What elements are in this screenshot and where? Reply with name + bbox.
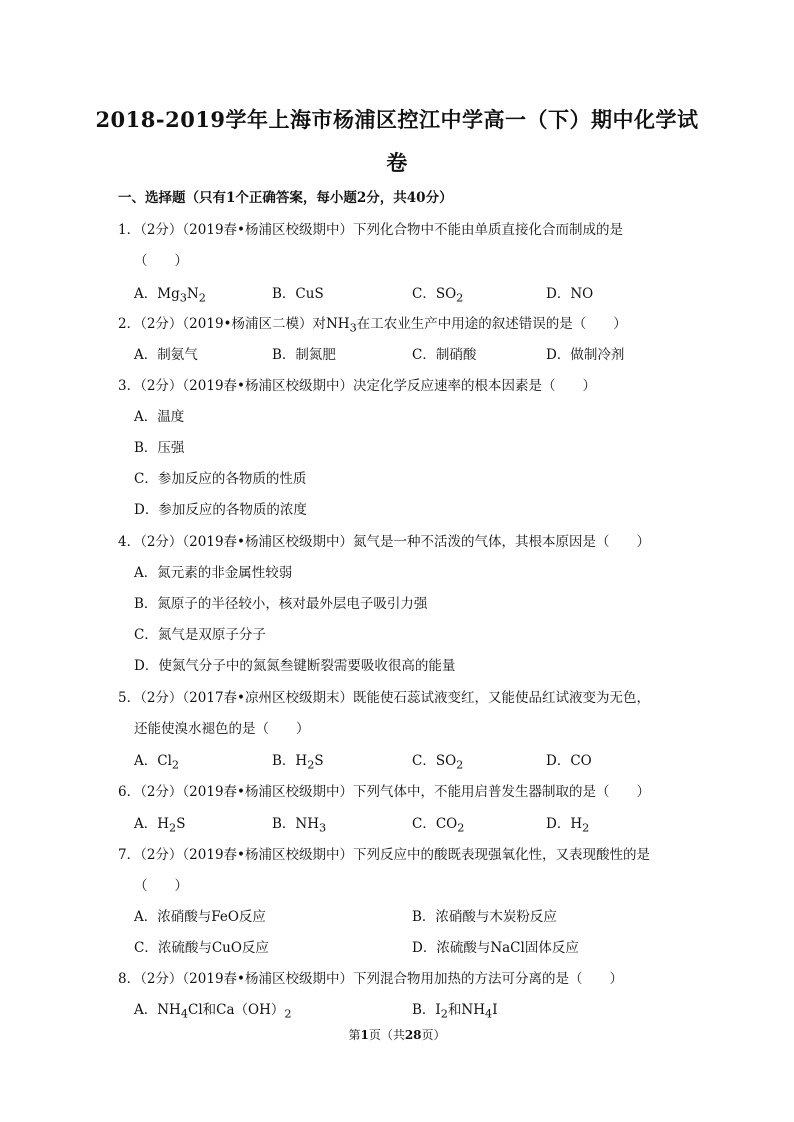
question-7-blank: （ ） — [134, 878, 188, 894]
question-2-options — [134, 343, 754, 363]
question-3-option-a: A．温度 — [134, 409, 185, 425]
doc-title-line1: 2018-2019学年上海市杨浦区控江中学高一（下）期中化学试 — [95, 107, 699, 132]
question-6-stem: 6．（2分）（2019春•杨浦区校级期中）下列气体中，不能用启普发生器制取的是（ ） — [118, 784, 650, 800]
option-a: A．$Cl_2$ — [134, 753, 180, 772]
question-5-stem-cont: 还能使溴水褪色的是（ ） — [134, 721, 310, 737]
page-footer — [0, 1026, 794, 1043]
doc-title-line2: 卷 — [386, 150, 408, 175]
question-3-stem: 3．（2分）（2019春•杨浦区校级期中）决定化学反应速率的根本因素是（ ） — [118, 378, 596, 394]
question-2-stem: 2．（2分）（2019•杨浦区二模）对$NH_3$在工农业生产中用途的叙述错误的是（ ） — [118, 316, 627, 335]
option-b: B．制氮肥 — [272, 347, 336, 363]
question-8-stem: 8．（2分）（2019春•杨浦区校级期中）下列混合物用加热的方法可分离的是（ ） — [118, 971, 623, 987]
question-4-stem: 4．（2分）（2019春•杨浦区校级期中）氮气是一种不活泼的气体，其根本原因是（ ） — [118, 534, 650, 550]
option-c: C．$SO_2$ — [412, 286, 464, 305]
option-a: A．浓硝酸与FeO反应 — [134, 909, 266, 925]
option-a: A．$H_2S$ — [134, 816, 186, 835]
option-b: B．$H_2S$ — [272, 753, 324, 772]
option-b: B．CuS — [272, 286, 324, 302]
footer-page-number: 1 — [360, 1028, 369, 1042]
footer-suffix: 页） — [421, 1028, 446, 1042]
question-5-options — [134, 749, 754, 772]
option-c: C．$CO_2$ — [412, 816, 465, 835]
question-1-stem: 1．（2分）（2019春•杨浦区校级期中）下列化合物中不能由单质直接化合而制成的是 — [118, 222, 623, 238]
option-c: C．制硝酸 — [412, 347, 477, 363]
option-d: D．CO — [546, 753, 592, 769]
option-c: C．浓硫酸与CuO反应 — [134, 940, 269, 956]
footer-mid: 页（共 — [368, 1028, 405, 1042]
question-1-blank: （ ） — [134, 253, 188, 269]
option-c: C．$SO_2$ — [412, 753, 464, 772]
question-4-option-b: B．氮原子的半径较小，核对最外层电子吸引力强 — [134, 596, 428, 612]
question-3-option-d: D．参加反应的各物质的浓度 — [134, 502, 307, 518]
question-7-options-row1 — [134, 905, 754, 925]
footer-prefix: 第 — [348, 1028, 361, 1042]
question-3-option-b: B．压强 — [134, 440, 185, 456]
option-a: A．制氨气 — [134, 347, 198, 363]
section-heading: 一、选择题（只有1个正确答案，每小题2分，共40分） — [118, 190, 453, 206]
option-a: A．$NH_4Cl$和$Ca(OH)_2$ — [134, 1002, 292, 1021]
question-8-options — [134, 998, 754, 1021]
question-1-options — [134, 282, 754, 305]
option-d: D．$H_2$ — [546, 816, 590, 835]
option-d: D．做制冷剂 — [546, 347, 625, 363]
question-6-options — [134, 812, 754, 835]
footer-page-total: 28 — [404, 1028, 422, 1042]
question-4-option-c: C．氮气是双原子分子 — [134, 627, 266, 643]
option-a: A．$Mg_3N_2$ — [134, 286, 206, 305]
option-b: B．$NH_3$ — [272, 816, 327, 835]
option-d: D．NO — [546, 286, 594, 302]
option-b: B．浓硝酸与木炭粉反应 — [412, 909, 557, 925]
question-4-option-d: D．使氮气分子中的氮氮叁键断裂需要吸收很高的能量 — [134, 658, 456, 674]
question-4-option-a: A．氮元素的非金属性较弱 — [134, 565, 293, 581]
question-7-options-row2 — [134, 936, 754, 956]
question-7-stem: 7．（2分）（2019春•杨浦区校级期中）下列反应中的酸既表现强氧化性，又表现酸性的是 — [118, 847, 650, 863]
question-5-stem: 5．（2分）（2017春•凉州区校级期末）既能使石蕊试液变红，又能使品红试液变为无色， — [118, 690, 650, 706]
option-b: B．$I_2$和$NH_4I$ — [412, 1002, 498, 1021]
option-d: D．浓硫酸与NaCl固体反应 — [412, 940, 579, 956]
question-3-option-c: C．参加反应的各物质的性质 — [134, 471, 307, 487]
